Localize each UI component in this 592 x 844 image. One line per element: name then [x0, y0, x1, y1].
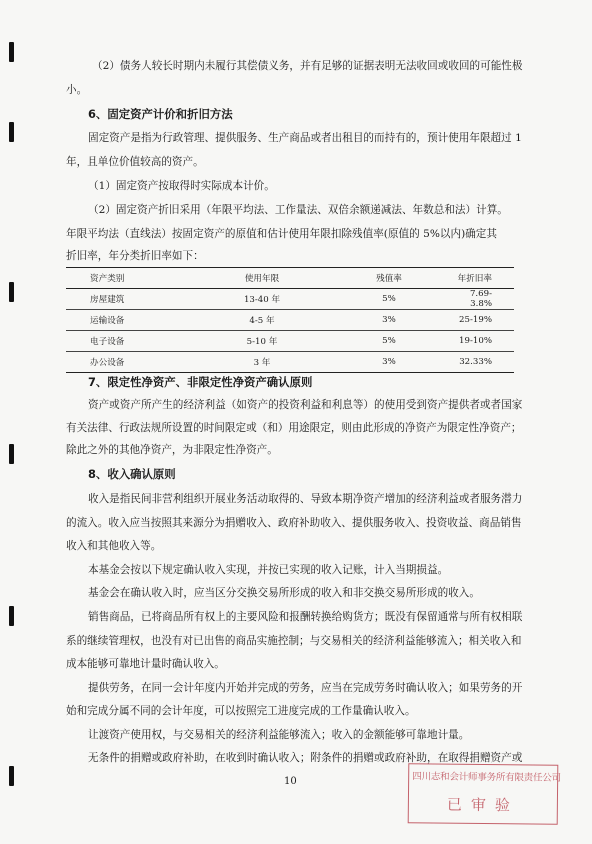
table-row — [66, 289, 514, 310]
stamp-text: 已审验 — [446, 795, 519, 815]
paragraph-line: （2）债务人较长时期内未履行其偿债义务，并有足够的证据表明无法收回或收回的可能性极 — [92, 60, 523, 72]
paragraph-line: 固定资产是指为行政管理、提供服务、生产商品或者出租目的而持有的，预计使用年限超过 1 — [88, 132, 522, 144]
table-cell: 32.33% — [448, 352, 514, 373]
table-cell: 25-19% — [448, 310, 514, 331]
binder-mark — [9, 606, 14, 626]
depreciation-table — [66, 267, 514, 373]
stamp-organization: 四川志和会计师事务所有限责任公司 — [412, 771, 561, 784]
table-header-cell: 年折旧率 — [448, 268, 514, 289]
paragraph-line: 有关法律、行政法规所设置的时间限定或（和）用途限定，则由此形成的净资产为限定性净资产； — [66, 422, 522, 434]
paragraph-line: 销售商品，已将商品所有权上的主要风险和报酬转换给购货方；既没有保留通常与所有权相联 — [88, 611, 523, 623]
paragraph-line: 资产或资产所产生的经济利益（如资产的投资利益和利息等）的使用受到资产提供者或者国家 — [88, 399, 523, 411]
paragraph-line: 成本能够可靠地计量时确认收入。 — [66, 658, 225, 670]
table-cell: 3% — [330, 310, 448, 331]
paragraph-line: 小。 — [66, 84, 88, 96]
table-cell: 4-5 年 — [194, 310, 330, 331]
binder-mark — [9, 42, 14, 62]
paragraph-line: 收入和其他收入等。 — [66, 540, 162, 552]
table-row — [66, 352, 514, 373]
paragraph-line: （1）固定资产按取得时实际成本计价。 — [88, 180, 275, 192]
table-cell: 5% — [330, 331, 448, 352]
paragraph-line: 折旧率，年分类折旧率如下： — [66, 250, 204, 262]
paragraph-line: 让渡资产使用权，与交易相关的经济利益能够流入；收入的金额能够可靠地计量。 — [88, 729, 470, 741]
table-cell: 房屋建筑 — [90, 295, 125, 305]
paragraph-line: （2）固定资产折旧采用（年限平均法、工作量法、双倍余额递减法、年数总和法）计算。 — [88, 204, 508, 216]
table-cell: 运输设备 — [66, 310, 194, 331]
binder-mark — [9, 122, 14, 142]
audit-stamp — [408, 763, 559, 825]
paragraph-line: 本基金会按以下规定确认收入实现，并按已实现的收入记账，计入当期损益。 — [88, 564, 449, 576]
table-cell: 3 年 — [194, 352, 330, 373]
table-cell: 7.69-3.8% — [469, 289, 492, 309]
paragraph-line: 收入是指民间非营利组织开展业务活动取得的、导致本期净资产增加的经济利益或者服务潜力 — [88, 493, 523, 505]
table-cell: 5-10 年 — [194, 331, 330, 352]
table-cell: 电子设备 — [66, 331, 194, 352]
section-heading: 6、固定资产计价和折旧方法 — [88, 107, 233, 121]
paragraph-line: 提供劳务，在同一会计年度内开始并完成的劳务，应当在完成劳务时确认收入；如果劳务的开 — [88, 682, 523, 694]
table-row — [66, 310, 514, 331]
table-cell: 5% — [382, 294, 396, 304]
binder-mark — [9, 282, 14, 302]
binder-mark — [9, 444, 14, 464]
paragraph-line: 始和完成分属不同的会计年度，可以按照完工进度完成的工作量确认收入。 — [66, 705, 416, 717]
paragraph-line: 基金会在确认收入时，应当区分交换交易所形成的收入和非交换交易所形成的收入。 — [88, 587, 480, 599]
table-header-cell: 使用年限 — [194, 268, 330, 289]
table-header-row — [66, 268, 514, 289]
paragraph-line: 的流入。收入应当按照其来源分为捐赠收入、政府补助收入、提供服务收入、投资收益、商品销售 — [66, 517, 522, 529]
table-header-cell: 残值率 — [330, 268, 448, 289]
table-row — [66, 331, 514, 352]
section-heading: 7、限定性净资产、非限定性净资产确认原则 — [88, 375, 313, 389]
paragraph-line: 年限平均法（直线法）按固定资产的原值和估计使用年限扣除残值率(原值的 5%以内)确定其 — [66, 228, 497, 240]
paragraph-line: 系的继续管理权，也没有对已出售的商品实施控制；与交易相关的经济利益能够流入；相关收入和 — [66, 635, 522, 647]
section-heading: 8、收入确认原则 — [88, 467, 176, 481]
table-cell: 3% — [330, 352, 448, 373]
paragraph-line: 无条件的捐赠或政府补助，在收到时确认收入；附条件的捐赠或政府补助，在取得捐赠资产或 — [88, 752, 523, 764]
page-number: 10 — [284, 776, 297, 787]
paragraph-line: 除此之外的其他净资产，为非限定性净资产。 — [66, 444, 278, 456]
table-cell: 13-40 年 — [243, 295, 281, 305]
table-cell: 办公设备 — [66, 352, 194, 373]
paragraph-line: 年，且单位价值较高的资产。 — [66, 156, 204, 168]
table-header-cell: 资产类别 — [66, 268, 194, 289]
binder-mark — [9, 766, 14, 786]
table-cell: 19-10% — [448, 331, 514, 352]
